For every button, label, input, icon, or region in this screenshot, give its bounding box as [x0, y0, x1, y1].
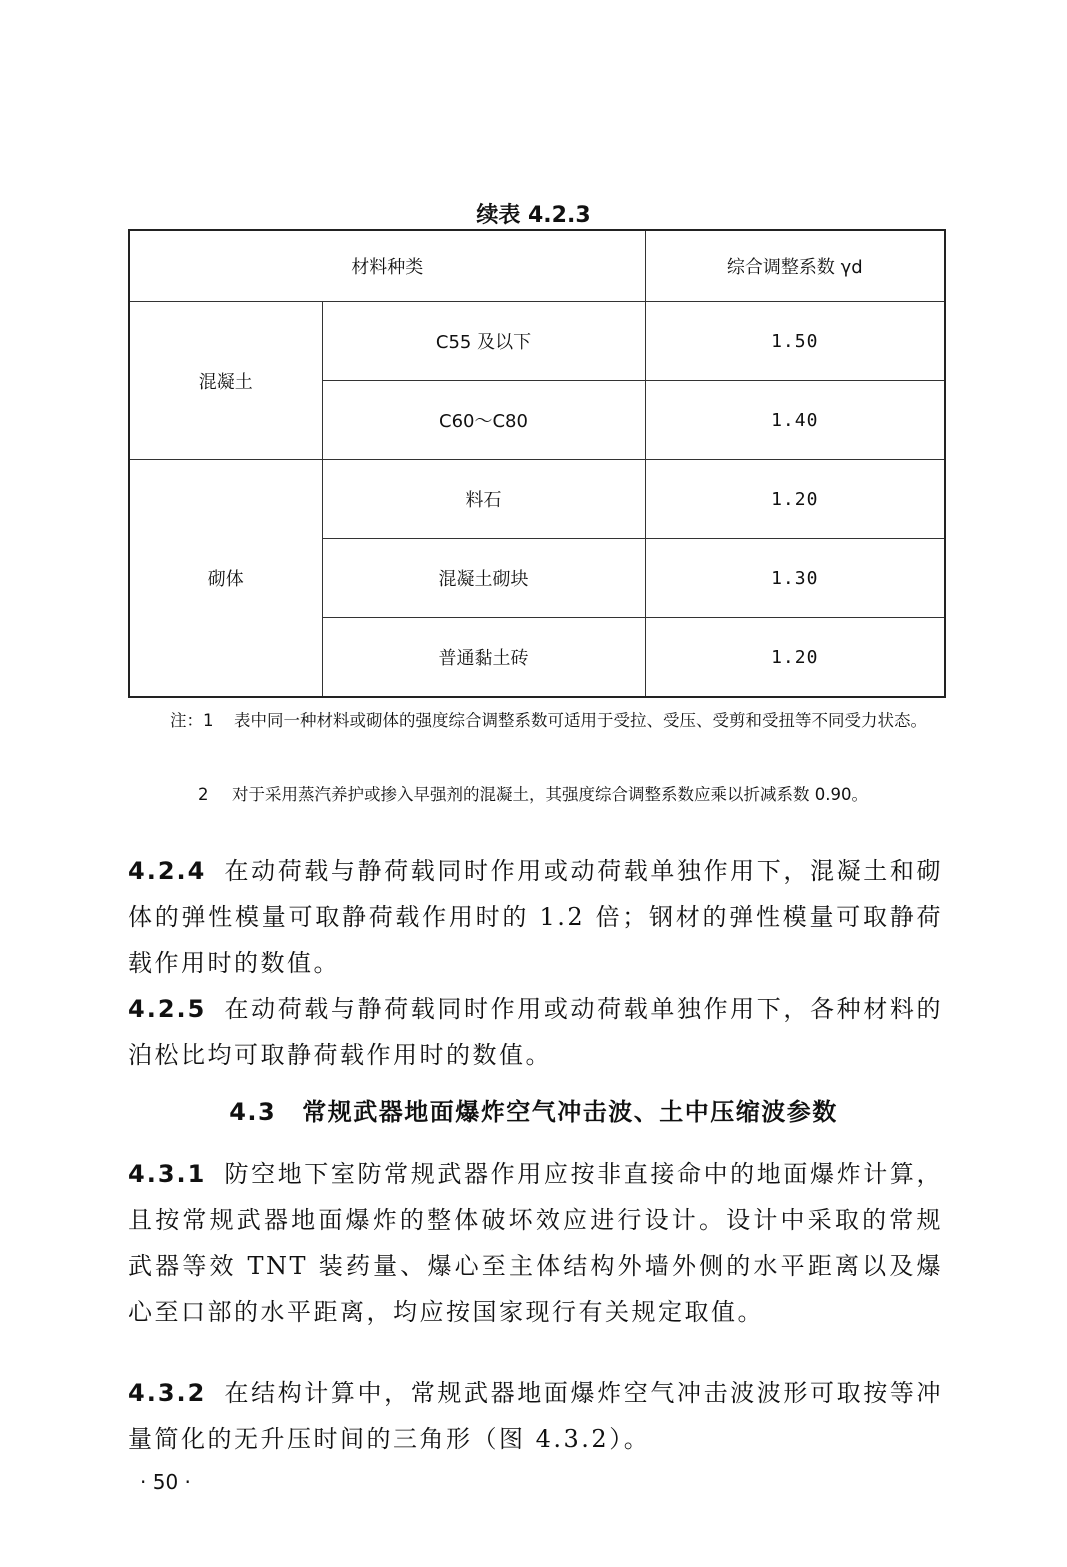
table-cell-item: 普通黏土砖	[322, 618, 645, 698]
section-number: 4.3	[229, 1098, 277, 1126]
section-title: 常规武器地面爆炸空气冲击波、土中压缩波参数	[302, 1098, 838, 1126]
clause-text: 在动荷载与静荷载同时作用或动荷载单独作用下，混凝土和砌体的弹性模量可取静荷载作用时的 1.2 倍；钢材的弹性模量可取静荷载作用时的数值。	[128, 857, 943, 977]
clause-number: 4.2.5	[128, 995, 207, 1023]
section-heading	[0, 1092, 1067, 1127]
clause-number: 4.3.1	[128, 1160, 207, 1188]
table-title: 续表 4.2.3	[476, 203, 591, 228]
clause-4-3-2	[128, 1370, 943, 1462]
table-cell-item: 混凝土砌块	[322, 539, 645, 618]
clause-text: 在动荷载与静荷载同时作用或动荷载单独作用下，各种材料的泊松比均可取静荷载作用时的数值。	[128, 995, 943, 1069]
note-text: 表中同一种材料或砌体的强度综合调整系数可适用于受拉、受压、受剪和受扭等不同受力状态。	[234, 711, 927, 730]
material-coefficient-table	[128, 229, 946, 698]
header-material: 材料种类	[129, 230, 645, 302]
header-coefficient: 综合调整系数 γd	[645, 230, 945, 302]
clause-4-3-1	[128, 1151, 943, 1335]
clause-number: 4.3.2	[128, 1379, 207, 1407]
table-cell-value: 1.30	[645, 539, 945, 618]
table-cell-value: 1.50	[645, 302, 945, 381]
table-cell-value: 1.20	[645, 618, 945, 698]
note-text: 对于采用蒸汽养护或掺入早强剂的混凝土，其强度综合调整系数应乘以折减系数 0.90。	[232, 785, 868, 804]
clause-text: 防空地下室防常规武器作用应按非直接命中的地面爆炸计算，且按常规武器地面爆炸的整体破坏效应进行设计。设计中采取的常规武器等效 TNT 装药量、爆心至主体结构外墙外侧的水平距离以及爆心至口部的水平距离，均应按国家现行有关规定取值。	[128, 1160, 943, 1326]
table-cell-value: 1.20	[645, 460, 945, 539]
clause-4-2-5	[128, 986, 943, 1078]
clause-4-2-4	[128, 848, 943, 986]
table-row	[129, 460, 945, 539]
table-header-row	[129, 230, 945, 302]
table-cell-item: C55 及以下	[322, 302, 645, 381]
table-note-1	[170, 705, 945, 737]
table-cell-value: 1.40	[645, 381, 945, 460]
table-row	[129, 302, 945, 381]
clause-number: 4.2.4	[128, 857, 207, 885]
table-note-2	[198, 779, 945, 811]
table-cell-item: C60～C80	[322, 381, 645, 460]
table-cell-item: 料石	[322, 460, 645, 539]
group-label-masonry: 砌体	[129, 460, 322, 698]
note-number: 注：1	[170, 711, 214, 730]
group-label-concrete: 混凝土	[129, 302, 322, 460]
clause-text: 在结构计算中，常规武器地面爆炸空气冲击波波形可取按等冲量简化的无升压时间的三角形（图 4.3.2）。	[128, 1379, 943, 1453]
note-number: 2	[198, 785, 209, 804]
page-number: · 50 ·	[140, 1470, 191, 1494]
